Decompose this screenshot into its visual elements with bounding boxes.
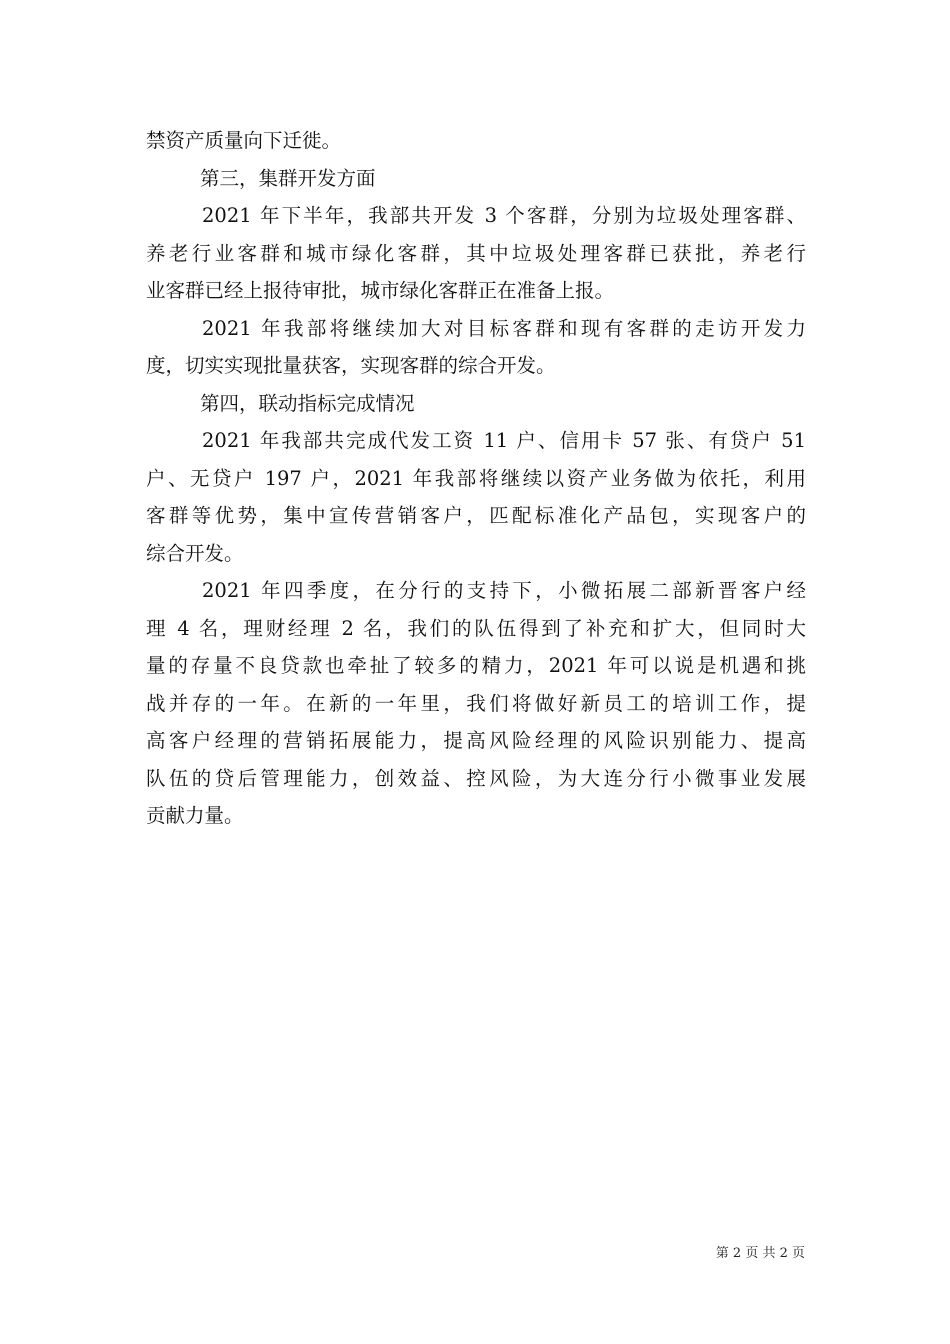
text-line: 2021 年我部将继续加大对目标客群和现有客群的走访开发力 <box>202 316 806 340</box>
text-line: 高客户经理的营销拓展能力，提高风险经理的风险识别能力、提高 <box>146 729 806 752</box>
text-line: 客群等优势，集中宣传营销客户，匹配标准化产品包，实现客户的 <box>146 504 806 527</box>
text-line: 业客群已经上报待审批，城市绿化客群正在准备上报。 <box>146 279 615 302</box>
section-heading-3: 第三，集群开发方面 <box>200 166 376 190</box>
text-line: 2021 年四季度，在分行的支持下，小微拓展二部新晋客户经 <box>202 579 806 602</box>
text-line: 度，切实实现批量获客，实现客群的综合开发。 <box>146 354 556 377</box>
document-body <box>146 122 806 835</box>
text-line: 队伍的贷后管理能力，创效益、控风险，为大连分行小微事业发展 <box>146 766 806 790</box>
text-line: 2021 年下半年，我部共开发 3 个客群，分别为垃圾处理客群、 <box>202 204 806 227</box>
page-number-footer: 第 2 页 共 2 页 <box>715 1246 805 1261</box>
text-line: 量的存量不良贷款也牵扯了较多的精力，2021 年可以说是机遇和挑 <box>146 654 806 677</box>
section-heading-4: 第四，联动指标完成情况 <box>200 391 415 415</box>
text-line: 养老行业客群和城市绿化客群，其中垃圾处理客群已获批，养老行 <box>146 241 806 265</box>
text-line: 战并存的一年。在新的一年里，我们将做好新员工的培训工作，提 <box>146 691 806 715</box>
text-line: 理 4 名，理财经理 2 名，我们的队伍得到了补充和扩大，但同时大 <box>146 616 806 640</box>
text-line: 综合开发。 <box>146 541 244 565</box>
text-line: 贡献力量。 <box>146 804 244 827</box>
text-line: 禁资产质量向下迁徙。 <box>146 129 342 152</box>
text-line: 2021 年我部共完成代发工资 11 户、信用卡 57 张、有贷户 51 <box>202 429 806 452</box>
text-line: 户、无贷户 197 户，2021 年我部将继续以资产业务做为依托，利用 <box>146 466 806 490</box>
